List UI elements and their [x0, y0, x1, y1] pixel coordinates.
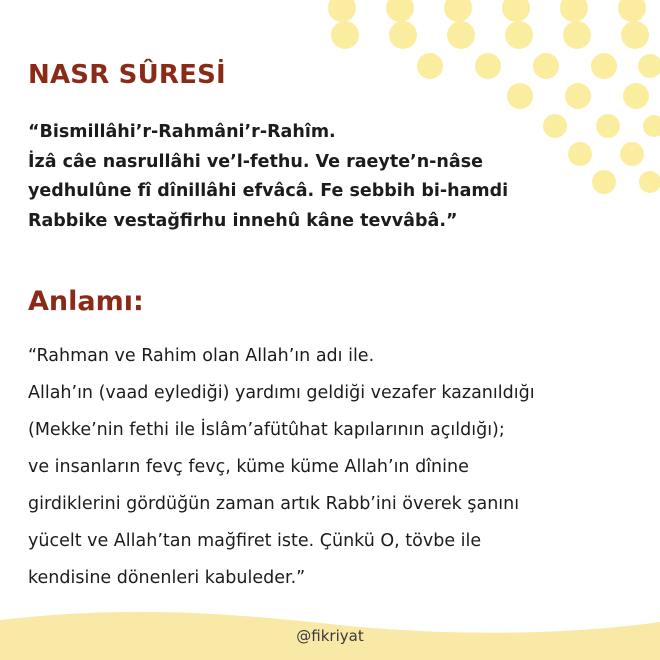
meaning-line: “Rahman ve Rahim olan Allah’ın adı ile. — [28, 346, 375, 366]
meaning-line: (Mekke’nin fethi ile İslâm’afütûhat kapılarının açıldığı); — [28, 420, 505, 440]
transliteration-line: İzâ câe nasrullâhi ve’l-fethu. Ve raeyte’n-nâse — [28, 151, 483, 172]
transliteration-line: Rabbike vestağfirhu innehû kâne tevvâbâ.” — [28, 210, 458, 231]
meaning-line: ve insanların fevç fevç, küme küme Allah’ın dînine — [28, 457, 469, 477]
meaning-text — [28, 338, 638, 597]
meaning-line: kendisine dönenleri kabuleder.” — [28, 568, 306, 588]
footer-handle: @fikriyat — [296, 627, 364, 645]
meaning-line: yücelt ve Allah’tan mağfiret iste. Çünkü O, tövbe ile — [28, 531, 482, 551]
transliteration-line: yedhulûne fî dînillâhi efvâcâ. Fe sebbih bi-hamdi — [28, 181, 509, 201]
page-title: NASR SÛRESİ — [28, 60, 226, 90]
surah-transliteration — [28, 118, 588, 236]
meaning-line: Allah’ın (vaad eylediği) yardımı geldiği vezafer kazanıldığı — [28, 383, 535, 403]
meaning-heading: Anlamı: — [28, 286, 144, 317]
transliteration-line: “Bismillâhi’r-Rahmâni’r-Rahîm. — [28, 122, 336, 142]
meaning-line: girdiklerini gördüğün zaman artık Rabb’ini överek şanını — [28, 494, 520, 514]
